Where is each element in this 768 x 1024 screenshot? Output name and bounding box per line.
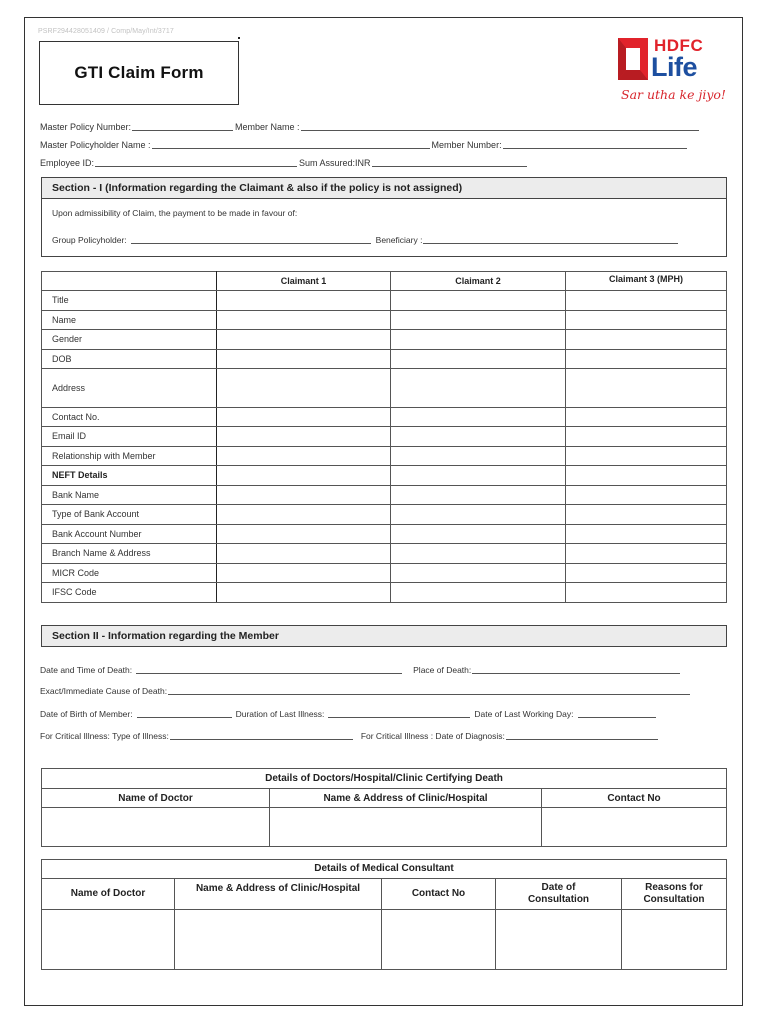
claimant-table	[41, 271, 727, 603]
table-row	[42, 910, 727, 970]
cell-claimant3-email[interactable]	[566, 427, 727, 447]
cell-claimant3-contact[interactable]	[566, 407, 727, 427]
cell-claimant2-account-type[interactable]	[391, 505, 566, 525]
employee-id-label: Employee ID:	[40, 158, 95, 168]
cell-claimant2-email[interactable]	[391, 427, 566, 447]
row-label-ifsc: IFSC Code	[42, 583, 217, 603]
row-label-name: Name	[42, 310, 217, 330]
place-of-death-label: Place of Death:	[413, 665, 472, 675]
section2-header: Section II - Information regarding the Member	[41, 625, 727, 647]
cell-claimant3-gender[interactable]	[566, 330, 727, 350]
member-name-field[interactable]	[301, 122, 699, 131]
cell-doctor-name[interactable]	[42, 808, 270, 847]
cell-claimant1-title[interactable]	[217, 291, 391, 311]
logo-square-icon	[618, 38, 648, 80]
row-label-account-number: Bank Account Number	[42, 524, 217, 544]
cell-claimant1-dob[interactable]	[217, 349, 391, 369]
cell-claimant3-ifsc[interactable]	[566, 583, 727, 603]
dot-mark	[238, 37, 240, 39]
doctor-table-title: Details of Doctors/Hospital/Clinic Certifying Death	[42, 769, 727, 789]
cell-claimant3-dob[interactable]	[566, 349, 727, 369]
medical-consultant-table	[41, 859, 727, 970]
date-time-death-field[interactable]	[136, 665, 402, 674]
master-policyholder-name-label: Master Policyholder Name :	[40, 140, 151, 150]
cell-claimant2-ifsc[interactable]	[391, 583, 566, 603]
header-clinic-address: Name & Address of Clinic/Hospital	[270, 789, 542, 808]
cell-consultation-date[interactable]	[496, 910, 622, 970]
cell-claimant2-address[interactable]	[391, 369, 566, 408]
logo-brand-hdfc: HDFC	[654, 36, 704, 55]
header-consultant-contact: Contact No	[382, 879, 496, 910]
cell-claimant2-gender[interactable]	[391, 330, 566, 350]
duration-illness-field[interactable]	[328, 709, 470, 718]
header-row-1	[40, 122, 701, 132]
table-row	[42, 446, 727, 466]
consultant-table-title-row	[42, 860, 727, 879]
claimant-table-header	[42, 272, 727, 291]
row-label-address: Address	[42, 369, 217, 408]
header-claimant-1: Claimant 1	[217, 272, 391, 291]
table-row	[42, 407, 727, 427]
member-number-label: Member Number:	[431, 140, 502, 150]
cell-claimant2-micr[interactable]	[391, 563, 566, 583]
row-label-micr: MICR Code	[42, 563, 217, 583]
master-policyholder-name-field[interactable]	[152, 140, 430, 149]
section2-row-4	[40, 731, 660, 741]
row-label-relationship: Relationship with Member	[42, 446, 217, 466]
last-working-day-label: Date of Last Working Day:	[474, 709, 574, 719]
cell-claimant1-neft[interactable]	[217, 466, 391, 486]
cell-clinic-address[interactable]	[270, 808, 542, 847]
cell-claimant3-relationship[interactable]	[566, 446, 727, 466]
cell-claimant3-name[interactable]	[566, 310, 727, 330]
doctor-table-header	[42, 789, 727, 808]
ci-type-label: For Critical Illness: Type of Illness:	[40, 731, 169, 741]
cell-claimant1-account-type[interactable]	[217, 505, 391, 525]
table-row	[42, 563, 727, 583]
header-claimant-3: Claimant 3 (MPH)	[566, 272, 727, 291]
cell-consultant-clinic[interactable]	[175, 910, 382, 970]
cell-claimant1-name[interactable]	[217, 310, 391, 330]
cell-claimant1-email[interactable]	[217, 427, 391, 447]
place-of-death-field[interactable]	[472, 665, 680, 674]
beneficiary-field[interactable]	[423, 235, 678, 244]
cell-claimant2-neft[interactable]	[391, 466, 566, 486]
group-policyholder-field[interactable]	[131, 235, 371, 244]
date-time-death-label: Date and Time of Death:	[40, 665, 133, 675]
hdfc-life-logo	[618, 38, 730, 106]
header-consultation-date: Date of Consultation	[496, 879, 622, 910]
cell-consultant-contact[interactable]	[382, 910, 496, 970]
cell-claimant2-relationship[interactable]	[391, 446, 566, 466]
cell-claimant3-bank-name[interactable]	[566, 485, 727, 505]
cell-claimant2-bank-name[interactable]	[391, 485, 566, 505]
cell-claimant2-dob[interactable]	[391, 349, 566, 369]
table-row	[42, 466, 727, 486]
header-doctor-name: Name of Doctor	[42, 789, 270, 808]
cell-claimant2-name[interactable]	[391, 310, 566, 330]
cell-claimant3-address[interactable]	[566, 369, 727, 408]
row-label-contact: Contact No.	[42, 407, 217, 427]
table-row	[42, 524, 727, 544]
row-label-neft-details: NEFT Details	[42, 466, 217, 486]
member-number-field[interactable]	[503, 140, 687, 149]
group-policyholder-label: Group Policyholder:	[52, 235, 127, 245]
beneficiary-label: Beneficiary :	[375, 235, 423, 245]
cell-claimant1-bank-name[interactable]	[217, 485, 391, 505]
ci-type-field[interactable]	[170, 731, 353, 740]
logo-brand-life: Life	[651, 52, 698, 82]
cell-claimant3-account-number[interactable]	[566, 524, 727, 544]
ci-diagnosis-date-field[interactable]	[506, 731, 658, 740]
table-row	[42, 505, 727, 525]
row-label-email: Email ID	[42, 427, 217, 447]
row-label-dob: DOB	[42, 349, 217, 369]
payment-note-text: Upon admissibility of Claim, the payment to be made in favour of:	[52, 208, 298, 218]
sum-assured-field[interactable]	[372, 158, 527, 167]
table-row	[42, 310, 727, 330]
header-consultant-clinic: Name & Address of Clinic/Hospital	[175, 879, 382, 910]
cell-claimant2-account-number[interactable]	[391, 524, 566, 544]
cell-claimant1-relationship[interactable]	[217, 446, 391, 466]
table-row	[42, 808, 727, 847]
header-row-3	[40, 158, 529, 168]
dob-member-label: Date of Birth of Member:	[40, 709, 133, 719]
row-label-account-type: Type of Bank Account	[42, 505, 217, 525]
section1-header: Section - I (Information regarding the Claimant & also if the policy is not assigned)	[41, 177, 727, 199]
ci-diagnosis-date-label: For Critical Illness : Date of Diagnosis:	[360, 731, 505, 741]
cell-claimant1-address[interactable]	[217, 369, 391, 408]
cell-consultation-reason[interactable]	[622, 910, 727, 970]
cell-claimant2-branch[interactable]	[391, 544, 566, 564]
logo-tagline: Sar utha ke jiyo!	[621, 87, 726, 102]
certifying-doctor-table	[41, 768, 727, 847]
consultant-table-header	[42, 879, 727, 910]
cell-claimant1-ifsc[interactable]	[217, 583, 391, 603]
cell-claimant3-neft[interactable]	[566, 466, 727, 486]
cell-claimant3-title[interactable]	[566, 291, 727, 311]
table-row	[42, 291, 727, 311]
master-policy-number-field[interactable]	[132, 122, 233, 131]
section2-row-2	[40, 686, 692, 696]
row-label-branch: Branch Name & Address	[42, 544, 217, 564]
table-row	[42, 330, 727, 350]
header-contact-no: Contact No	[542, 789, 727, 808]
cell-claimant2-contact[interactable]	[391, 407, 566, 427]
cell-claimant1-gender[interactable]	[217, 330, 391, 350]
payment-note	[52, 208, 297, 218]
duration-illness-label: Duration of Last Illness:	[235, 709, 325, 719]
header-consultation-reason: Reasons for Consultation	[622, 879, 727, 910]
table-row	[42, 544, 727, 564]
table-row	[42, 369, 727, 408]
cell-claimant1-micr[interactable]	[217, 563, 391, 583]
cell-claimant3-branch[interactable]	[566, 544, 727, 564]
section2-row-3	[40, 709, 658, 719]
table-row	[42, 427, 727, 447]
dob-member-field[interactable]	[137, 709, 232, 718]
cell-claimant3-account-type[interactable]	[566, 505, 727, 525]
cause-of-death-field[interactable]	[168, 686, 690, 695]
doctor-table-title-row	[42, 769, 727, 789]
reference-code: PSRF294428051409 / Comp/May/Int/3717	[38, 28, 174, 35]
sum-assured-label: Sum Assured:INR	[299, 158, 371, 168]
employee-id-field[interactable]	[95, 158, 297, 167]
header-consultant-doctor: Name of Doctor	[42, 879, 175, 910]
consultant-table-title: Details of Medical Consultant	[42, 860, 727, 879]
table-row	[42, 349, 727, 369]
header-blank	[42, 272, 217, 291]
master-policy-number-label: Master Policy Number:	[40, 122, 132, 132]
cell-claimant2-title[interactable]	[391, 291, 566, 311]
cause-of-death-label: Exact/Immediate Cause of Death:	[40, 686, 168, 696]
cell-claimant1-contact[interactable]	[217, 407, 391, 427]
table-row	[42, 583, 727, 603]
header-row-2	[40, 140, 689, 150]
cell-claimant3-micr[interactable]	[566, 563, 727, 583]
row-label-title: Title	[42, 291, 217, 311]
cell-claimant1-account-number[interactable]	[217, 524, 391, 544]
form-title: GTI Claim Form	[74, 63, 204, 82]
section2-row-1	[40, 665, 682, 675]
payment-favour-row	[52, 235, 680, 245]
table-row	[42, 485, 727, 505]
last-working-day-field[interactable]	[578, 709, 656, 718]
row-label-gender: Gender	[42, 330, 217, 350]
cell-contact-no[interactable]	[542, 808, 727, 847]
form-title-box	[39, 41, 239, 105]
cell-consultant-doctor[interactable]	[42, 910, 175, 970]
header-claimant-2: Claimant 2	[391, 272, 566, 291]
member-name-label: Member Name :	[235, 122, 300, 132]
row-label-bank-name: Bank Name	[42, 485, 217, 505]
cell-claimant1-branch[interactable]	[217, 544, 391, 564]
